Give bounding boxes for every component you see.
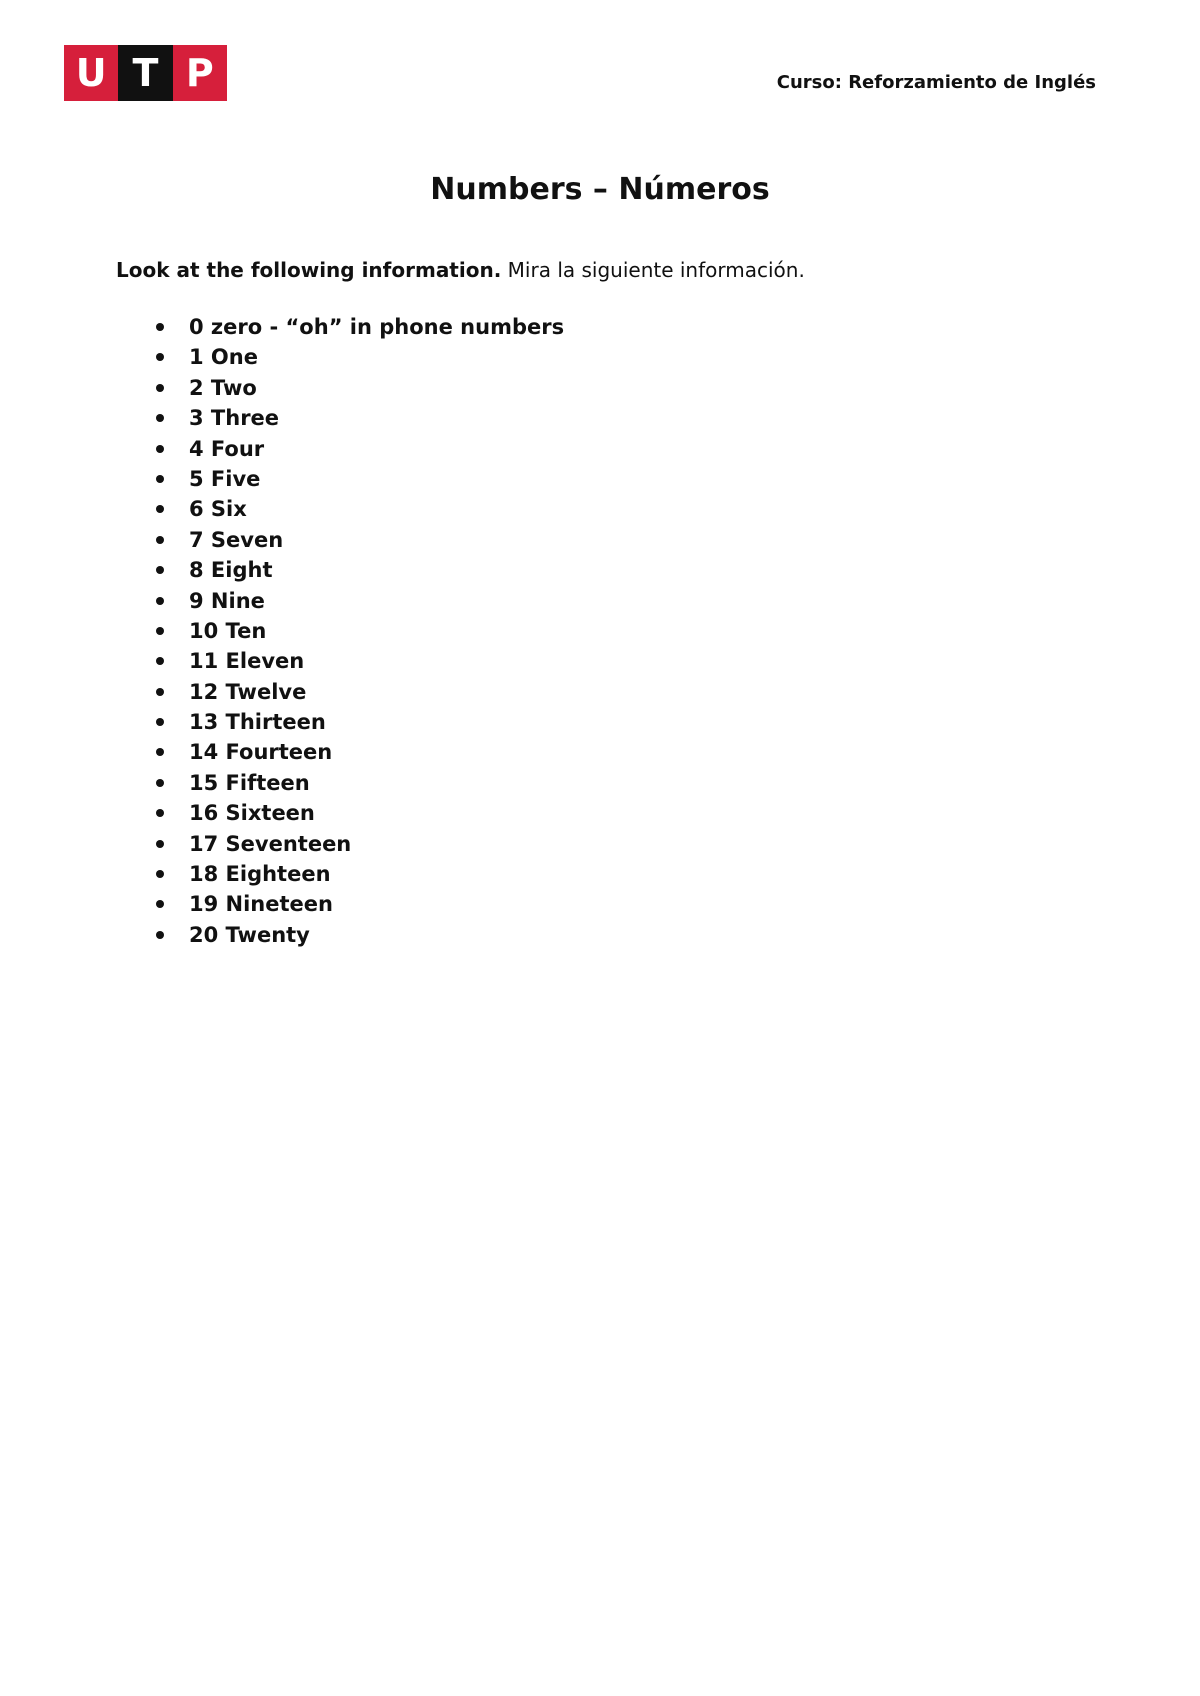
list-item-label: 8 Eight xyxy=(189,558,273,583)
list-item xyxy=(156,707,564,737)
bullet-icon xyxy=(156,505,164,513)
intro-spanish: Mira la siguiente información. xyxy=(507,258,805,282)
list-item xyxy=(156,829,564,859)
bullet-icon xyxy=(156,779,164,787)
list-item xyxy=(156,616,564,646)
list-item xyxy=(156,403,564,433)
list-item xyxy=(156,373,564,403)
list-item-label: 6 Six xyxy=(189,497,247,522)
bullet-icon xyxy=(156,900,164,908)
utp-logo xyxy=(64,45,227,101)
bullet-icon xyxy=(156,840,164,848)
list-item-label: 7 Seven xyxy=(189,527,284,552)
numbers-list xyxy=(156,312,564,950)
list-item-label: 0 zero - “oh” in phone numbers xyxy=(189,315,565,339)
bullet-icon xyxy=(156,414,164,422)
list-item-label: 12 Twelve xyxy=(189,679,307,704)
list-item-label: 13 Thirteen xyxy=(189,710,326,735)
list-item-label: 14 Fourteen xyxy=(189,740,333,765)
list-item-label: 19 Nineteen xyxy=(189,892,333,917)
bullet-icon xyxy=(156,931,164,939)
list-item xyxy=(156,494,564,524)
bullet-icon xyxy=(156,353,164,361)
page-title: Numbers – Números xyxy=(430,172,770,207)
bullet-icon xyxy=(156,384,164,392)
logo-letter-p: P xyxy=(173,45,227,101)
list-item xyxy=(156,768,564,798)
bullet-icon xyxy=(156,657,164,665)
list-item-label: 16 Sixteen xyxy=(189,801,315,826)
list-item-label: 5 Five xyxy=(189,466,261,491)
list-item xyxy=(156,677,564,707)
bullet-icon xyxy=(156,597,164,605)
list-item xyxy=(156,798,564,828)
logo-letter-u: U xyxy=(64,45,118,101)
bullet-icon xyxy=(156,718,164,726)
list-item xyxy=(156,920,564,950)
intro-text xyxy=(116,258,805,282)
bullet-icon xyxy=(156,870,164,878)
list-item-label: 15 Fifteen xyxy=(189,770,310,795)
list-item-label: 11 Eleven xyxy=(189,649,305,674)
list-item xyxy=(156,646,564,676)
list-item-label: 20 Twenty xyxy=(189,922,310,947)
logo-letter-t: T xyxy=(118,45,172,101)
list-item xyxy=(156,434,564,464)
list-item-label: 10 Ten xyxy=(189,618,267,643)
bullet-icon xyxy=(156,475,164,483)
list-item xyxy=(156,342,564,372)
list-item-label: 3 Three xyxy=(189,406,280,431)
list-item xyxy=(156,312,564,342)
intro-english: Look at the following information. xyxy=(116,258,502,282)
list-item-label: 9 Nine xyxy=(189,588,265,613)
list-item xyxy=(156,525,564,555)
bullet-icon xyxy=(156,748,164,756)
list-item-label: 1 One xyxy=(189,345,258,370)
bullet-icon xyxy=(156,809,164,817)
list-item xyxy=(156,586,564,616)
list-item-label: 17 Seventeen xyxy=(189,831,352,856)
bullet-icon xyxy=(156,566,164,574)
list-item xyxy=(156,555,564,585)
list-item-label: 4 Four xyxy=(189,436,265,461)
list-item xyxy=(156,859,564,889)
list-item-label: 2 Two xyxy=(189,375,257,400)
course-name: Curso: Reforzamiento de Inglés xyxy=(776,72,1096,93)
list-item-label: 18 Eighteen xyxy=(189,862,331,887)
bullet-icon xyxy=(156,688,164,696)
list-item xyxy=(156,737,564,767)
bullet-icon xyxy=(156,627,164,635)
list-item xyxy=(156,464,564,494)
bullet-icon xyxy=(156,323,164,331)
bullet-icon xyxy=(156,445,164,453)
list-item xyxy=(156,889,564,919)
bullet-icon xyxy=(156,536,164,544)
